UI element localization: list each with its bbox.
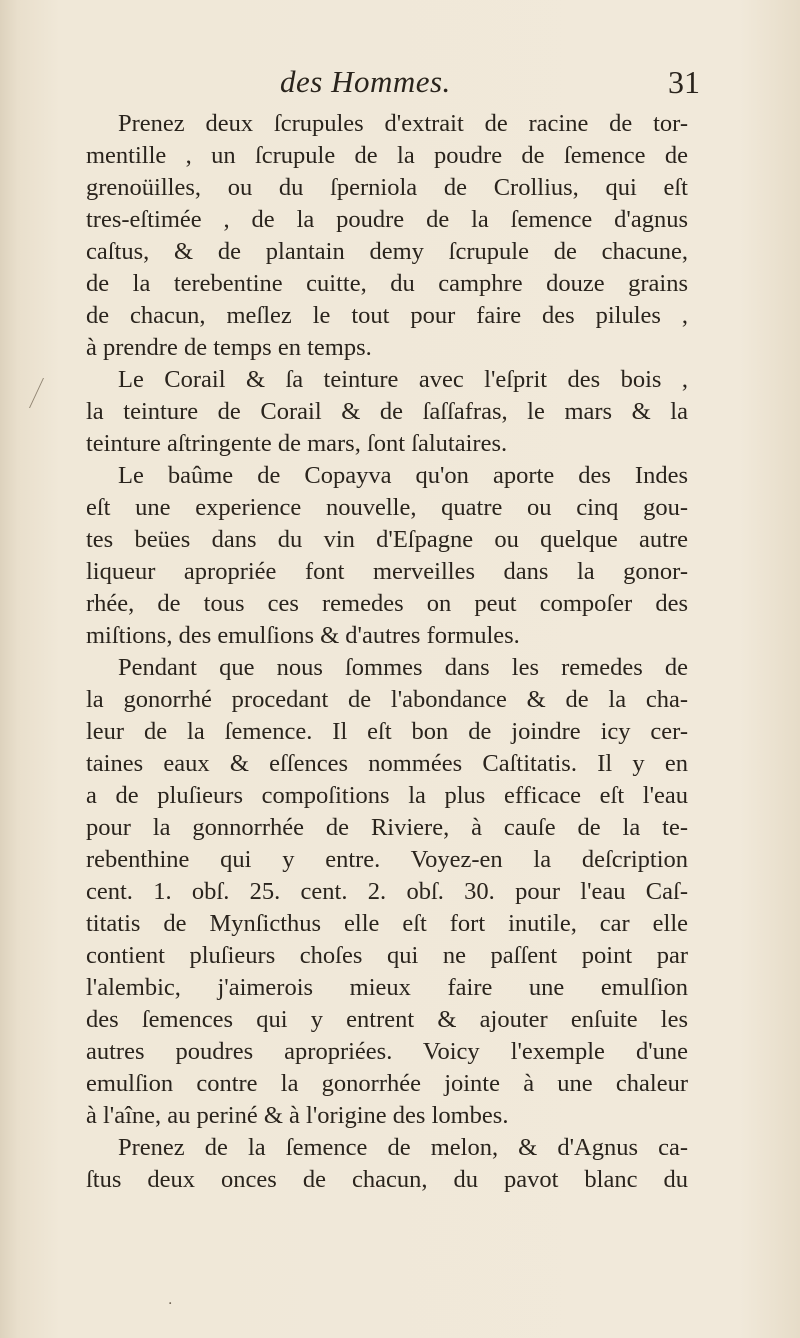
text-line: caſtus, & de plantain demy ſcrupule de chacune, <box>86 238 688 265</box>
text-line: a de pluſieurs compoſitions la plus efficace eſt l'eau <box>86 782 688 809</box>
page-header <box>280 62 700 102</box>
text-line: à l'aîne, au periné & à l'origine des lombes. <box>86 1102 509 1129</box>
text-line: teinture aſtringente de mars, ſont ſalutaires. <box>86 430 508 457</box>
text-line: la gonorrhé procedant de l'abondance & de la cha- <box>86 686 688 713</box>
text-line: mentille , un ſcrupule de la poudre de ſemence de <box>86 142 688 169</box>
page-number: 31 <box>668 64 700 100</box>
text-line: Le baûme de Copayva qu'on aporte des Indes <box>118 462 688 489</box>
text-line: Pendant que nous ſommes dans les remedes de <box>118 654 688 681</box>
margin-pen-mark <box>29 378 66 408</box>
text-line: des ſemences qui y entrent & ajouter enſuite les <box>86 1006 688 1033</box>
text-line: titatis de Mynſicthus elle eſt fort inutile, car elle <box>86 910 688 937</box>
text-line: cent. 1. obſ. 25. cent. 2. obſ. 30. pour l'eau Caſ- <box>86 878 688 905</box>
text-line: la teinture de Corail & de ſaſſafras, le mars & la <box>86 398 688 425</box>
text-line: rebenthine qui y entre. Voyez-en la deſcription <box>86 846 688 873</box>
text-line: leur de la ſemence. Il eſt bon de joindre icy cer- <box>86 718 688 745</box>
text-line: tes beües dans du vin d'Eſpagne ou quelque autre <box>86 526 688 553</box>
text-line: l'alembic, j'aimerois mieux faire une emulſion <box>86 974 688 1001</box>
text-line: grenoüilles, ou du ſperniola de Crollius, qui eſt <box>86 174 688 201</box>
text-line: Prenez de la ſemence de melon, & d'Agnus ca- <box>118 1134 688 1161</box>
text-line: ſtus deux onces de chacun, du pavot blanc du <box>86 1166 688 1193</box>
text-line: liqueur apropriée font merveilles dans la gonor- <box>86 558 688 585</box>
text-line: de la terebentine cuitte, du camphre douze grains <box>86 270 688 297</box>
ink-speck: · <box>168 1296 173 1312</box>
text-line: miſtions, des emulſions & d'autres formules. <box>86 622 520 649</box>
text-line: Le Corail & ſa teinture avec l'eſprit des bois , <box>118 366 688 393</box>
text-line: rhée, de tous ces remedes on peut compoſer des <box>86 590 688 617</box>
text-line: contient pluſieurs choſes qui ne paſſent point par <box>86 942 688 969</box>
body-text <box>86 108 688 1196</box>
text-line: pour la gonnorrhée de Riviere, à cauſe de la te- <box>86 814 688 841</box>
text-line: de chacun, meſlez le tout pour faire des pilules , <box>86 302 688 329</box>
running-title: des Hommes. <box>280 64 451 99</box>
text-line: à prendre de temps en temps. <box>86 334 372 361</box>
text-line: emulſion contre la gonorrhée jointe à une chaleur <box>86 1070 688 1097</box>
text-line: tres-eſtimée , de la poudre de la ſemence d'agnus <box>86 206 688 233</box>
text-line: eſt une experience nouvelle, quatre ou cinq gou- <box>86 494 688 521</box>
text-line: taines eaux & eſſences nommées Caſtitatis. Il y en <box>86 750 688 777</box>
text-line: autres poudres apropriées. Voicy l'exemple d'une <box>86 1038 688 1065</box>
text-line: Prenez deux ſcrupules d'extrait de racine de tor- <box>118 110 688 137</box>
